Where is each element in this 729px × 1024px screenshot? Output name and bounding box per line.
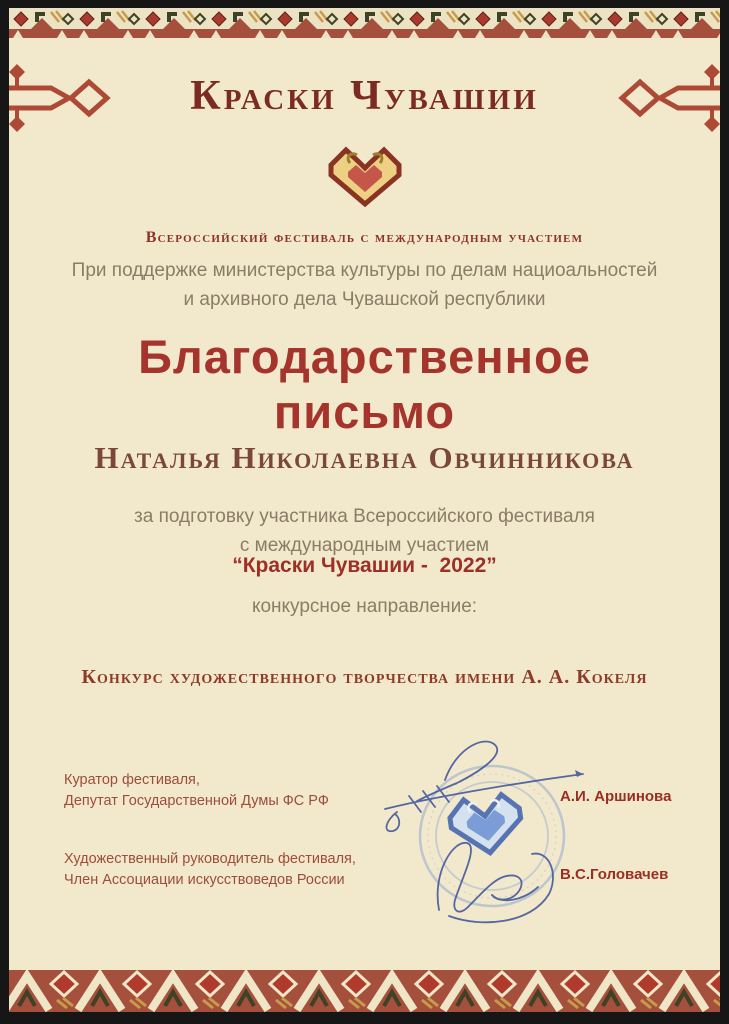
- festival-edition: “Краски Чувашии - 2022”: [232, 554, 497, 577]
- signer-name-arshinova: А.И. Аршинова: [560, 788, 672, 805]
- signer-role-line: Художественный руководитель фестиваля,: [64, 851, 356, 867]
- chuvash-heart-emblem-icon: [326, 143, 404, 209]
- document-title: [9, 330, 720, 439]
- chuvash-top-border-ornament: [9, 8, 720, 38]
- direction-label: конкурсное направление:: [251, 596, 478, 617]
- recipient-name: Наталья Николаевна Овчинникова: [94, 440, 635, 475]
- signer-role-line: Депутат Государственной Думы ФС РФ: [64, 792, 329, 809]
- festival-subtitle: Всероссийский фестиваль с международным участием: [145, 229, 584, 246]
- contest-name: Конкурс художественного творчества имени А. А. Кокеля: [81, 666, 648, 688]
- signer-role-line: Куратор фестиваля,: [64, 772, 200, 788]
- festival-title: Краски Чувашии: [190, 73, 539, 119]
- certificate: [9, 8, 720, 1012]
- signer-role-curator: [64, 770, 329, 811]
- support-text: [9, 256, 720, 315]
- signer-role-line: Член Ассоциации искусствоведов России: [64, 871, 345, 888]
- award-reason: [9, 502, 720, 561]
- document-title-line-1: Благодарственное: [138, 330, 591, 383]
- support-line-2: и архивного дела Чувашской республики: [183, 289, 546, 311]
- award-reason-line-2: с международным участием: [239, 535, 490, 557]
- support-line-1: При поддержке министерства культуры по делам нациоальностей: [71, 260, 658, 281]
- award-reason-line-1: за подготовку участника Всероссийского фестиваля: [134, 506, 595, 527]
- signature-golovachev-icon: [438, 843, 553, 922]
- document-title-line-2: письмо: [273, 384, 456, 438]
- signer-name-golovachev: В.С.Головачев: [560, 866, 669, 883]
- signature-section: [9, 728, 720, 978]
- signer-role-art-director: [64, 849, 356, 890]
